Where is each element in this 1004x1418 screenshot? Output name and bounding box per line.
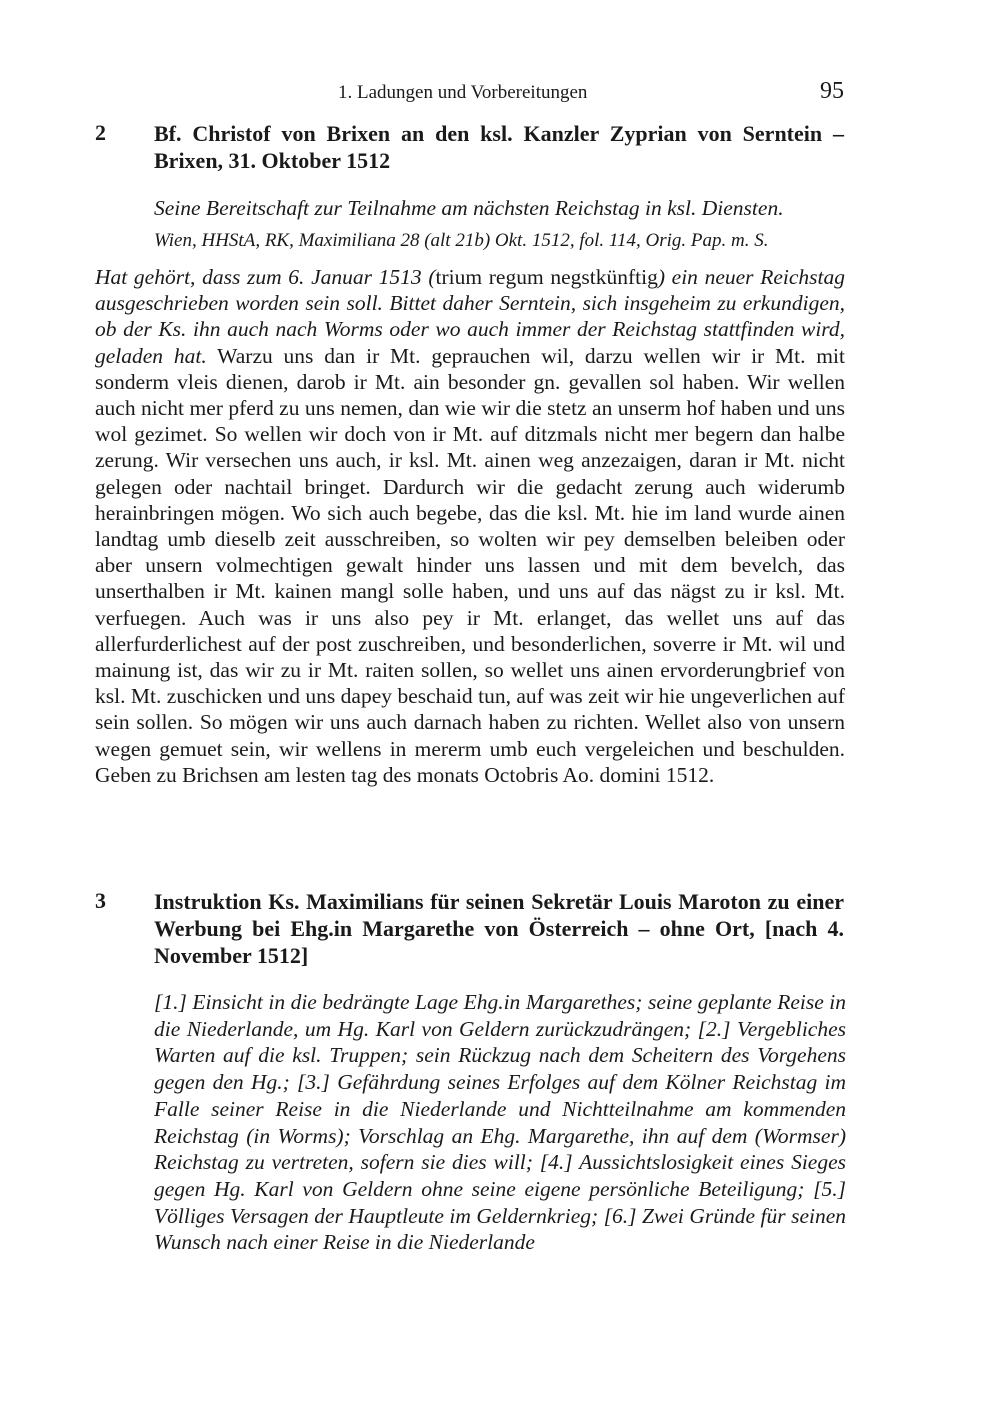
body-summary-italic: Hat gehört, dass zum 6. Januar 1513 ( bbox=[95, 265, 436, 289]
body-letter-text: Warzu uns dan ir Mt. geprauchen wil, darzu wellen wir ir Mt. mit sonderm vleis dienen, darob ir Mt. ain besonder gn. gevallen sol haben. Wir wellen auch nicht mer pferd zu uns nemen, dan wie wir die stetz an unserm hof haben und uns wol gezimet. So wellen wir doch von ir Mt. auf ditzmals nicht mer begern dan halbe zerung. Wir versechen uns auch, ir ksl. Mt. ainen weg anzezaigen, daran ir Mt. nicht gelegen oder nachtail bringet. Dardurch wir die gedacht zerung auch widerumb herainbringen mögen. Wo sich auch begebe, das die ksl. Mt. hie im land wurde ainen landtag umb dieselb zeit ausschreiben, so wolten wir pey demselben beleiben oder aber unsern volmechtigen gewalt hinder uns lassen und mit dem bevelch, das unserthalben ir Mt. kainen mangl solle haben, und uns auf das nägst zu ir ksl. Mt. verfuegen. Auch was ir uns also pey ir Mt. erlanget, das wellet uns auf das allerfurderlichest auf der post zuschreiben, und besonderlichen, soverre ir Mt. wil und mainung ist, das wir zu ir Mt. raiten sollen, so wellet uns ainen ervorderungbrief von ksl. Mt. zuschicken und uns dapey beschaid tun, auf was zeit wir hie ungeverlichen auf sein sollen. So mögen wir uns auch darnach haben zu richten. Wellet also von unsern wegen gemuet sein, wir wellens in mererm umb euch vergeleichen und beschulden. Geben zu Brichsen am lesten tag des monats Octobris Ao. domini 1512. bbox=[95, 343, 845, 787]
entry-summary-2: Seine Bereitschaft zur Teilnahme am nächsten Reichstag in ksl. Diensten. bbox=[154, 196, 784, 220]
page-number: 95 bbox=[820, 78, 844, 104]
entry-number-3: 3 bbox=[95, 888, 106, 913]
body-quote-roman: trium regum negstkünftig bbox=[435, 265, 658, 289]
body-summary-italic-cont: ) ein neuer Reichstag ausgeschrieben worden sein soll. Bittet daher Serntein, sich insgeheim zu erkundigen, ob der Ks. ihn auch nach Worms oder wo auch immer der Reichstag stattfinden wird, geladen hat. bbox=[95, 265, 845, 368]
entry-summary-3: [1.] Einsicht in die bedrängte Lage Ehg.in Margarethes; seine geplante Reise in die Niederlande, um Hg. Karl von Geldern zurückzudrängen; [2.] Vergebliches Warten auf die ksl. Truppen; sein Rückzug nach dem Scheitern des Vorgehens gegen den Hg.; [3.] Gefährdung seines Erfolges auf dem Kölner Reichstag im Falle seiner Reise in die Niederlande und Nichtteilnahme am kommenden Reichstag (in Worms); Vorschlag an Ehg. Margarethe, ihn auf dem (Wormser) Reichstag zu vertreten, sofern sie dies will; [4.] Aussichtslosigkeit eines Sieges gegen Hg. Karl von Geldern ohne seine eigene persönliche Beteiligung; [5.] Völliges Versagen der Hauptleute im Geldernkrieg; [6.] Zwei Gründe für seinen Wunsch nach einer Reise in die Niederlande bbox=[154, 990, 846, 1255]
entry-body-2 bbox=[95, 264, 845, 788]
entry-source-2: Wien, HHStA, RK, Maximiliana 28 (alt 21b) Okt. 1512, fol. 114, Orig. Pap. m. S. bbox=[154, 230, 769, 251]
entry-title-2: Bf. Christof von Brixen an den ksl. Kanzler Zyprian von Serntein – Brixen, 31. Oktober 1512 bbox=[154, 121, 844, 173]
entry-number-2: 2 bbox=[95, 120, 106, 145]
running-head: 1. Ladungen und Vorbereitungen bbox=[338, 82, 588, 103]
entry-title-3: Instruktion Ks. Maximilians für seinen Sekretär Louis Maroton zu einer Werbung bei Ehg.in Margarethe von Österreich – ohne Ort, [nach 4. November 1512] bbox=[154, 889, 844, 968]
